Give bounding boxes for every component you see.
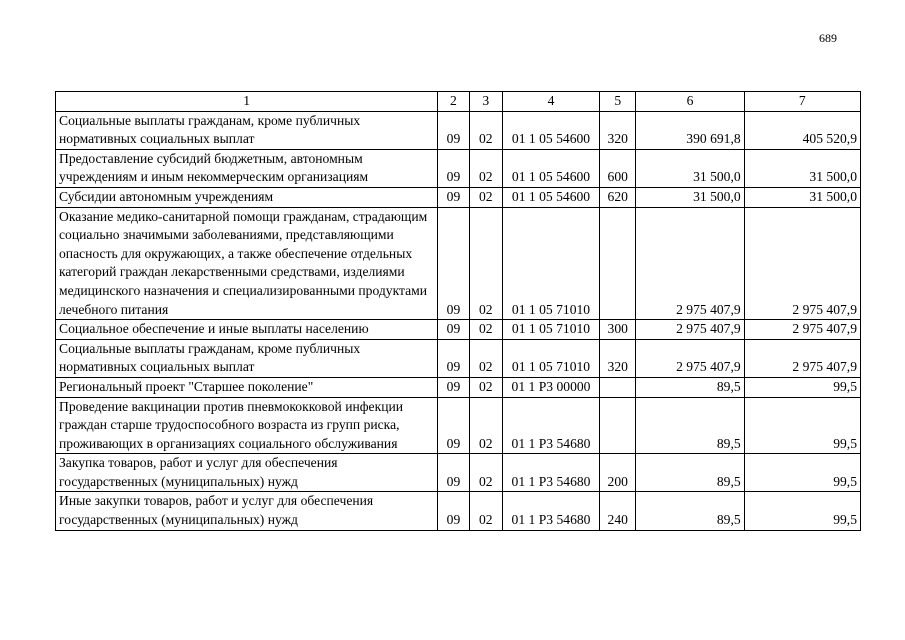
section-code: 09 [438,149,469,187]
row-name: Субсидии автономным учреждениям [56,187,438,207]
amount-col7: 2 975 407,9 [744,207,860,320]
table-row [56,454,861,492]
subsection-code: 02 [469,149,502,187]
table-header-row [56,92,861,112]
amount-col7: 99,5 [744,397,860,454]
amount-col6: 2 975 407,9 [636,207,744,320]
table-row [56,377,861,397]
column-header: 3 [469,92,502,112]
expense-type-code: 320 [600,111,636,149]
amount-col6: 390 691,8 [636,111,744,149]
amount-col6: 89,5 [636,397,744,454]
row-name: Социальное обеспечение и иные выплаты населению [56,320,438,340]
row-name: Предоставление субсидий бюджетным, автономным учреждениям и иным некоммерческим организациям [56,149,438,187]
expense-type-code: 200 [600,454,636,492]
subsection-code: 02 [469,397,502,454]
section-code: 09 [438,397,469,454]
expense-type-code: 300 [600,320,636,340]
section-code: 09 [438,320,469,340]
expense-type-code [600,207,636,320]
expense-type-code: 320 [600,339,636,377]
row-name: Региональный проект "Старшее поколение" [56,377,438,397]
expense-type-code [600,377,636,397]
column-header: 5 [600,92,636,112]
expense-type-code: 240 [600,492,636,530]
expense-type-code: 600 [600,149,636,187]
table-row [56,187,861,207]
row-name: Оказание медико-санитарной помощи гражданам, страдающим социально значимыми заболеваниями, представляющими опасность для окружающих, а также обеспечение отдельных категорий граждан лекарственными средствами, изделиями медицинского назначения и специализированными продуктами лечебного питания [56,207,438,320]
subsection-code: 02 [469,339,502,377]
page-number: 689 [819,31,837,45]
amount-col6: 31 500,0 [636,187,744,207]
budget-table [55,91,861,531]
amount-col6: 31 500,0 [636,149,744,187]
table-row [56,149,861,187]
target-article-code: 01 1 05 54600 [502,149,599,187]
expense-type-code [600,397,636,454]
section-code: 09 [438,377,469,397]
subsection-code: 02 [469,454,502,492]
row-name: Проведение вакцинации против пневмококковой инфекции граждан старше трудоспособного возраста из групп риска, проживающих в организациях социального обслуживания [56,397,438,454]
amount-col7: 405 520,9 [744,111,860,149]
amount-col6: 89,5 [636,492,744,530]
amount-col7: 99,5 [744,454,860,492]
subsection-code: 02 [469,320,502,340]
target-article-code: 01 1 05 54600 [502,187,599,207]
target-article-code: 01 1 P3 54680 [502,397,599,454]
target-article-code: 01 1 P3 54680 [502,454,599,492]
section-code: 09 [438,187,469,207]
column-header: 1 [56,92,438,112]
row-name: Закупка товаров, работ и услуг для обеспечения государственных (муниципальных) нужд [56,454,438,492]
expense-type-code: 620 [600,187,636,207]
target-article-code: 01 1 P3 54680 [502,492,599,530]
target-article-code: 01 1 05 71010 [502,339,599,377]
section-code: 09 [438,111,469,149]
amount-col7: 2 975 407,9 [744,339,860,377]
amount-col6: 89,5 [636,377,744,397]
target-article-code: 01 1 P3 00000 [502,377,599,397]
section-code: 09 [438,339,469,377]
target-article-code: 01 1 05 71010 [502,320,599,340]
row-name: Социальные выплаты гражданам, кроме публичных нормативных социальных выплат [56,111,438,149]
amount-col7: 31 500,0 [744,187,860,207]
table-row [56,320,861,340]
subsection-code: 02 [469,377,502,397]
row-name: Иные закупки товаров, работ и услуг для обеспечения государственных (муниципальных) нужд [56,492,438,530]
table-row [56,207,861,320]
amount-col6: 2 975 407,9 [636,320,744,340]
target-article-code: 01 1 05 71010 [502,207,599,320]
column-header: 4 [502,92,599,112]
subsection-code: 02 [469,492,502,530]
column-header: 7 [744,92,860,112]
table-row [56,492,861,530]
row-name: Социальные выплаты гражданам, кроме публичных нормативных социальных выплат [56,339,438,377]
column-header: 2 [438,92,469,112]
amount-col6: 89,5 [636,454,744,492]
amount-col7: 99,5 [744,492,860,530]
amount-col7: 99,5 [744,377,860,397]
section-code: 09 [438,492,469,530]
table-row [56,339,861,377]
subsection-code: 02 [469,207,502,320]
amount-col7: 31 500,0 [744,149,860,187]
section-code: 09 [438,454,469,492]
table-row [56,111,861,149]
section-code: 09 [438,207,469,320]
target-article-code: 01 1 05 54600 [502,111,599,149]
column-header: 6 [636,92,744,112]
table-row [56,397,861,454]
amount-col7: 2 975 407,9 [744,320,860,340]
amount-col6: 2 975 407,9 [636,339,744,377]
subsection-code: 02 [469,111,502,149]
subsection-code: 02 [469,187,502,207]
